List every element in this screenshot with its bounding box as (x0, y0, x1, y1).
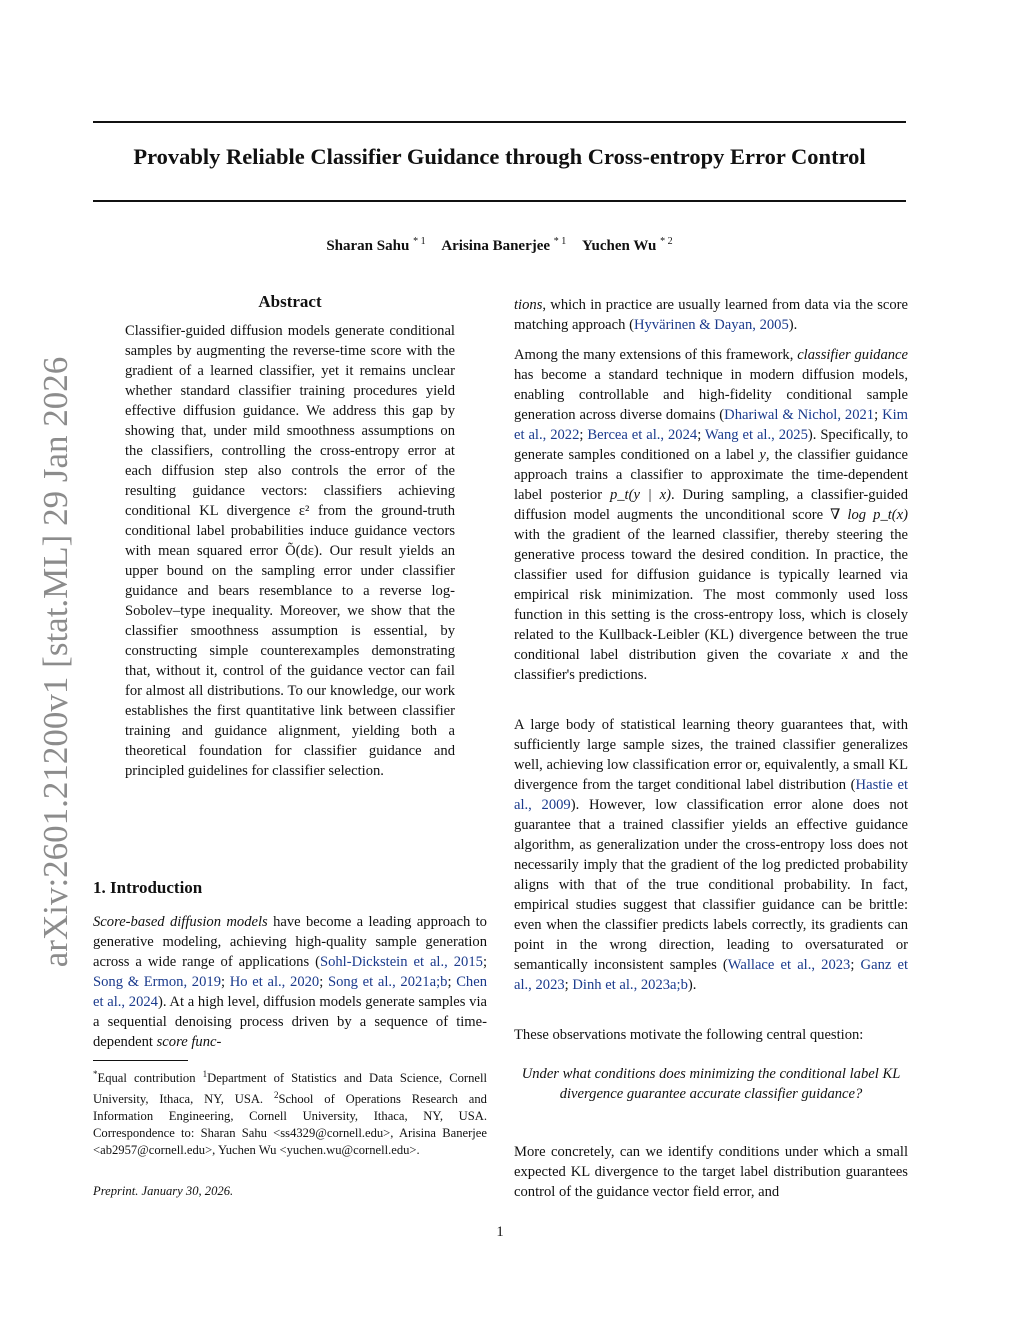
preprint-date: Preprint. January 30, 2026. (93, 1184, 234, 1198)
text: ; (482, 954, 487, 970)
intro-paragraph (93, 912, 487, 1052)
body-paragraph (514, 715, 908, 995)
text: ; (579, 427, 588, 443)
body-paragraph: These observations motivate the following central question: (514, 1027, 864, 1043)
citation-link[interactable]: Chen et al., 2024 (93, 974, 487, 1010)
section-heading-introduction: 1. Introduction (93, 878, 203, 897)
citation-link[interactable]: Song et al., 2021a;b (327, 974, 448, 990)
author-list (93, 236, 906, 255)
title-rule-bottom (93, 200, 906, 202)
footnote (93, 1066, 487, 1159)
text: has become a standard technique in modern diffusion models, enabling controllable and high-fidelity conditional sample generation across diverse domains ( (514, 367, 908, 423)
body-paragraph: More concretely, can we identify conditions under which a small expected KL divergence to the target label distribution guarantees control of the guidance vector field error, and (514, 1144, 908, 1200)
citation-link[interactable]: Bercea et al., 2024 (587, 427, 698, 443)
text: School of Operations Research and Information Engineering, Cornell University, Ithaca, NY, USA. Correspondence to: Sharan Sahu <ss4329@cornell.edu>, Arisina Banerjee <ab2957@cornell.edu>, Yuchen Wu <yuchen.wu@cornell.edu>. (93, 1092, 487, 1158)
footnote-mark: 1 (202, 1069, 208, 1079)
author-affil: * 2 (660, 236, 673, 247)
paper-title: Provably Reliable Classifier Guidance through Cross-entropy Error Control (133, 144, 866, 169)
text: Equal contribution (97, 1071, 203, 1086)
emphasis: score func- (156, 1034, 222, 1050)
abstract-body: Classifier-guided diffusion models generate conditional samples by augmenting the reverse-time score with the gradient of a learned classifier, yet it remains unclear whether standard classifier training procedures yield effective diffusion guidance. We address this gap by showing that, under mild smoothness assumptions on the classifiers, controlling the cross-entropy error at each diffusion step also controls the error of the resulting guidance vectors: classifiers achieving conditional KL divergence ε² from the ground-truth conditional label probabilities induce guidance vectors with mean squared error Õ(dε). Our result yields an upper bound on the sampling error under classifier guidance and bears resemblance to a reverse log-Sobolev–type inequality. Moreover, we show that the classifier smoothness assumption is essential, by constructing simple counterexamples demonstrating that, without it, control of the guidance vector can fail for almost all distributions. To our knowledge, our work establishes the first quantitative link between classifier training and guidance alignment, yielding both a theoretical foundation for classifier guidance and principled guidelines for classifier selection. (125, 323, 455, 779)
text: ; (874, 407, 883, 423)
author-name: Yuchen Wu (582, 238, 657, 254)
body-paragraph (514, 345, 908, 685)
text: . During sampling, a classifier-guided diffusion model augments the unconditional score (514, 487, 908, 523)
citation-link[interactable]: Ho et al., 2020 (229, 974, 320, 990)
math-inline: x (841, 647, 849, 663)
text: ). Specifically, to generate samples conditioned on a label (514, 427, 908, 463)
citation-link[interactable]: Wallace et al., 2023 (727, 957, 851, 973)
text: A large body of statistical learning theory guarantees that, with sufficiently large sample sizes, the trained classifier generalizes well, achieving low classification error or, equivalently, a small KL divergence from the target conditional label distribution ( (514, 717, 908, 793)
emphasis: classifier guidance (797, 347, 908, 363)
body-paragraph (514, 295, 908, 335)
text: ; (221, 974, 230, 990)
math-inline: y (759, 447, 766, 463)
author-affil: * 1 (553, 236, 567, 247)
text: ; (319, 974, 328, 990)
abstract-heading: Abstract (258, 292, 322, 311)
emphasis: tions (514, 297, 543, 313)
footnote-rule (93, 1060, 188, 1061)
text: have become a leading approach to generative modeling, achieving high-quality sample generation across a wide range of applications ( (93, 914, 487, 970)
text: ; (850, 957, 861, 973)
citation-link[interactable]: Hastie et al., 2009 (514, 777, 908, 813)
central-question: Under what conditions does minimizing the conditional label KL divergence guarantee accurate classifier guidance? (521, 1066, 901, 1102)
text: ). At a high level, diffusion models generate samples via a sequential denoising process driven by a sequence of time-dependent (93, 994, 487, 1050)
author-3 (582, 238, 673, 254)
author-name: Sharan Sahu (326, 238, 410, 254)
text: ; (697, 427, 705, 443)
math-inline: p_t(y | x) (609, 487, 671, 503)
text: ; (447, 974, 457, 990)
footnote-mark: 2 (273, 1090, 279, 1101)
author-affil: * 1 (413, 236, 426, 247)
text: ; (564, 977, 573, 993)
text: ). (687, 977, 697, 993)
math-inline: ∇ log p_t(x) (830, 507, 909, 523)
citation-link[interactable]: Kim et al., 2022 (514, 407, 909, 443)
author-name: Arisina Banerjee (441, 238, 551, 254)
author-1 (326, 238, 425, 254)
title-rule-top (93, 121, 906, 123)
text: and the classifier's predictions. (514, 647, 908, 683)
citation-link[interactable]: Song & Ermon, 2019 (93, 974, 221, 990)
text: , the classifier guidance approach trains a classifier to approximate the time-dependent label posterior (514, 447, 908, 503)
page-number: 1 (496, 1224, 504, 1240)
citation-link[interactable]: Ganz et al., 2023 (514, 957, 909, 993)
citation-link[interactable]: Hyvärinen & Dayan, 2005 (633, 317, 789, 333)
footnote-mark: * (93, 1069, 98, 1079)
text: Department of Statistics and Data Science, Cornell University, Ithaca, NY, USA. (93, 1071, 487, 1107)
author-2 (441, 238, 566, 254)
arxiv-identifier-stamp: arXiv:2601.21200v1 [stat.ML] 29 Jan 2026 (36, 356, 75, 968)
text: ). (788, 317, 798, 333)
citation-link[interactable]: Wang et al., 2025 (704, 427, 808, 443)
text: with the gradient of the learned classifier, thereby steering the generative process toward the desired condition. In practice, the classifier used for diffusion guidance is typically learned via empirical risk minimization. The most commonly used loss function in this setting is the cross-entropy loss, which is closely related to the Kullback-Leibler (KL) divergence between the true conditional label distribution given the covariate (514, 527, 908, 663)
citation-link[interactable]: Dinh et al., 2023a;b (572, 977, 688, 993)
emphasis: Score-based diffusion models (93, 914, 268, 930)
citation-link[interactable]: Sohl-Dickstein et al., 2015 (319, 954, 483, 970)
text: , which in practice are usually learned from data via the score matching approach ( (514, 297, 908, 333)
text: Among the many extensions of this framework, (514, 347, 798, 363)
citation-link[interactable]: Dhariwal & Nichol, 2021 (724, 407, 875, 423)
text: ). However, low classification error alone does not guarantee that a trained classifier yields an effective guidance algorithm, as generalization under the cross-entropy loss does not necessarily imply that the gradient of the log predicted probability aligns with that of the true conditional probability. In fact, empirical studies suggest that classifier guidance can be brittle: even when the classifier predicts labels correctly, its gradients can point in the wrong direction, leading to oversaturated or semantically inconsistent samples ( (514, 797, 908, 973)
